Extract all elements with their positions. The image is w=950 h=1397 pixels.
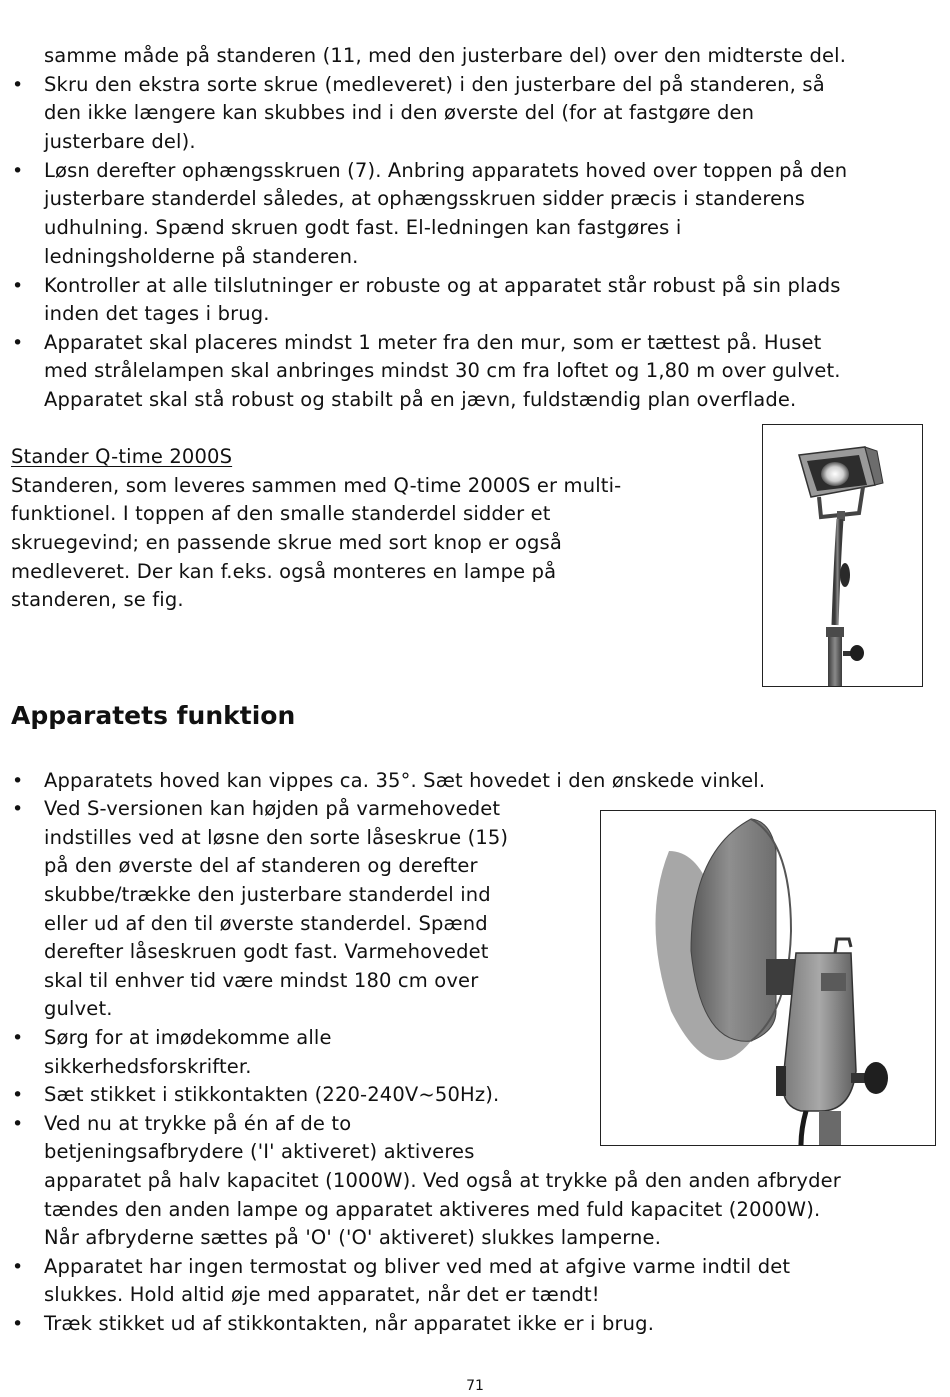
bullet-marker: • — [12, 798, 24, 820]
text-line: inden det tages i brug. — [44, 302, 270, 325]
page-number: 71 — [466, 1378, 484, 1394]
text-line: Ved nu at trykke på én af de to — [44, 1112, 352, 1135]
section-heading: Apparatets funktion — [11, 701, 296, 730]
text-line: Ved S-versionen kan højden på varmehovedet — [44, 797, 501, 820]
stander-line: funktionel. I toppen af den smalle standerdel sidder et — [11, 502, 551, 525]
text-line: Sørg for at imødekomme alle — [44, 1026, 332, 1049]
text-line: gulvet. — [44, 997, 113, 1020]
text-line: slukkes. Hold altid øje med apparatet, når det er tændt! — [44, 1283, 600, 1306]
text-line: med strålelampen skal anbringes mindst 30 cm fra loftet og 1,80 m over gulvet. — [44, 359, 841, 382]
text-line: indstilles ved at løsne den sorte låseskrue (15) — [44, 826, 509, 849]
text-line: tændes den anden lampe og apparatet aktiveres med fuld kapacitet (2000W). — [44, 1198, 821, 1221]
text-line: Træk stikket ud af stikkontakten, når apparatet ikke er i brug. — [44, 1312, 655, 1335]
text-line: justerbare standerdel således, at ophængsskruen sidder præcis i standerens — [44, 187, 806, 210]
text-line: udhulning. Spænd skruen godt fast. El-ledningen kan fastgøres i — [44, 216, 682, 239]
bullet-marker: • — [12, 275, 24, 297]
text-line: ledningsholderne på standeren. — [44, 245, 359, 268]
stander-line: skruegevind; en passende skrue med sort knop er også — [11, 531, 562, 554]
text-line: betjeningsafbrydere ('I' aktiveret) aktiveres — [44, 1140, 475, 1163]
text-line: eller ud af den til øverste standerdel. Spænd — [44, 912, 488, 935]
text-line: den ikke længere kan skubbes ind i den øverste del (for at fastgøre den — [44, 101, 755, 124]
bullet-marker: • — [12, 1256, 24, 1278]
text-line: Apparatet skal stå robust og stabilt på en jævn, fuldstændig plan overflade. — [44, 388, 797, 411]
text-line: på den øverste del af standeren og derefter — [44, 854, 478, 877]
bullet-marker: • — [12, 1084, 24, 1106]
stander-line: Standeren, som leveres sammen med Q-time 2000S er multi- — [11, 474, 622, 497]
heater-tilt-figure — [600, 810, 936, 1146]
lamp-on-stand-illustration — [763, 425, 922, 686]
text-line: derefter låseskruen godt fast. Varmehovedet — [44, 940, 489, 963]
text-line: apparatet på halv kapacitet (1000W). Ved også at trykke på den anden afbryder — [44, 1169, 841, 1192]
bullet-marker: • — [12, 1027, 24, 1049]
bullet-marker: • — [12, 332, 24, 354]
stander-line: standeren, se fig. — [11, 588, 184, 611]
stander-title: Stander Q-time 2000S — [11, 445, 233, 468]
text-line: skubbe/trække den justerbare standerdel ind — [44, 883, 491, 906]
bullet-marker: • — [12, 74, 24, 96]
bullet-marker: • — [12, 160, 24, 182]
bullet-marker: • — [12, 1313, 24, 1335]
text-line: sikkerhedsforskrifter. — [44, 1055, 252, 1078]
bullet-marker: • — [12, 770, 24, 792]
text-line: samme måde på standeren (11, med den justerbare del) over den midterste del. — [44, 44, 847, 67]
heater-tilt-illustration — [601, 811, 935, 1145]
text-line: Apparatets hoved kan vippes ca. 35°. Sæt hovedet i den ønskede vinkel. — [44, 769, 766, 792]
text-line: Apparatet har ingen termostat og bliver ved med at afgive varme indtil det — [44, 1255, 791, 1278]
text-line: Når afbryderne sættes på 'O' ('O' aktiveret) slukkes lamperne. — [44, 1226, 662, 1249]
text-line: skal til enhver tid være mindst 180 cm over — [44, 969, 479, 992]
text-line: Apparatet skal placeres mindst 1 meter fra den mur, som er tættest på. Huset — [44, 331, 822, 354]
text-line: Løsn derefter ophængsskruen (7). Anbring apparatets hoved over toppen på den — [44, 159, 848, 182]
lamp-on-stand-figure — [762, 424, 923, 687]
bullet-marker: • — [12, 1113, 24, 1135]
stander-line: medleveret. Der kan f.eks. også monteres en lampe på — [11, 560, 557, 583]
text-line: Sæt stikket i stikkontakten (220-240V~50Hz). — [44, 1083, 500, 1106]
text-line: Skru den ekstra sorte skrue (medleveret) i den justerbare del på standeren, så — [44, 73, 825, 96]
text-line: Kontroller at alle tilslutninger er robuste og at apparatet står robust på sin plads — [44, 274, 841, 297]
text-line: justerbare del). — [44, 130, 196, 153]
